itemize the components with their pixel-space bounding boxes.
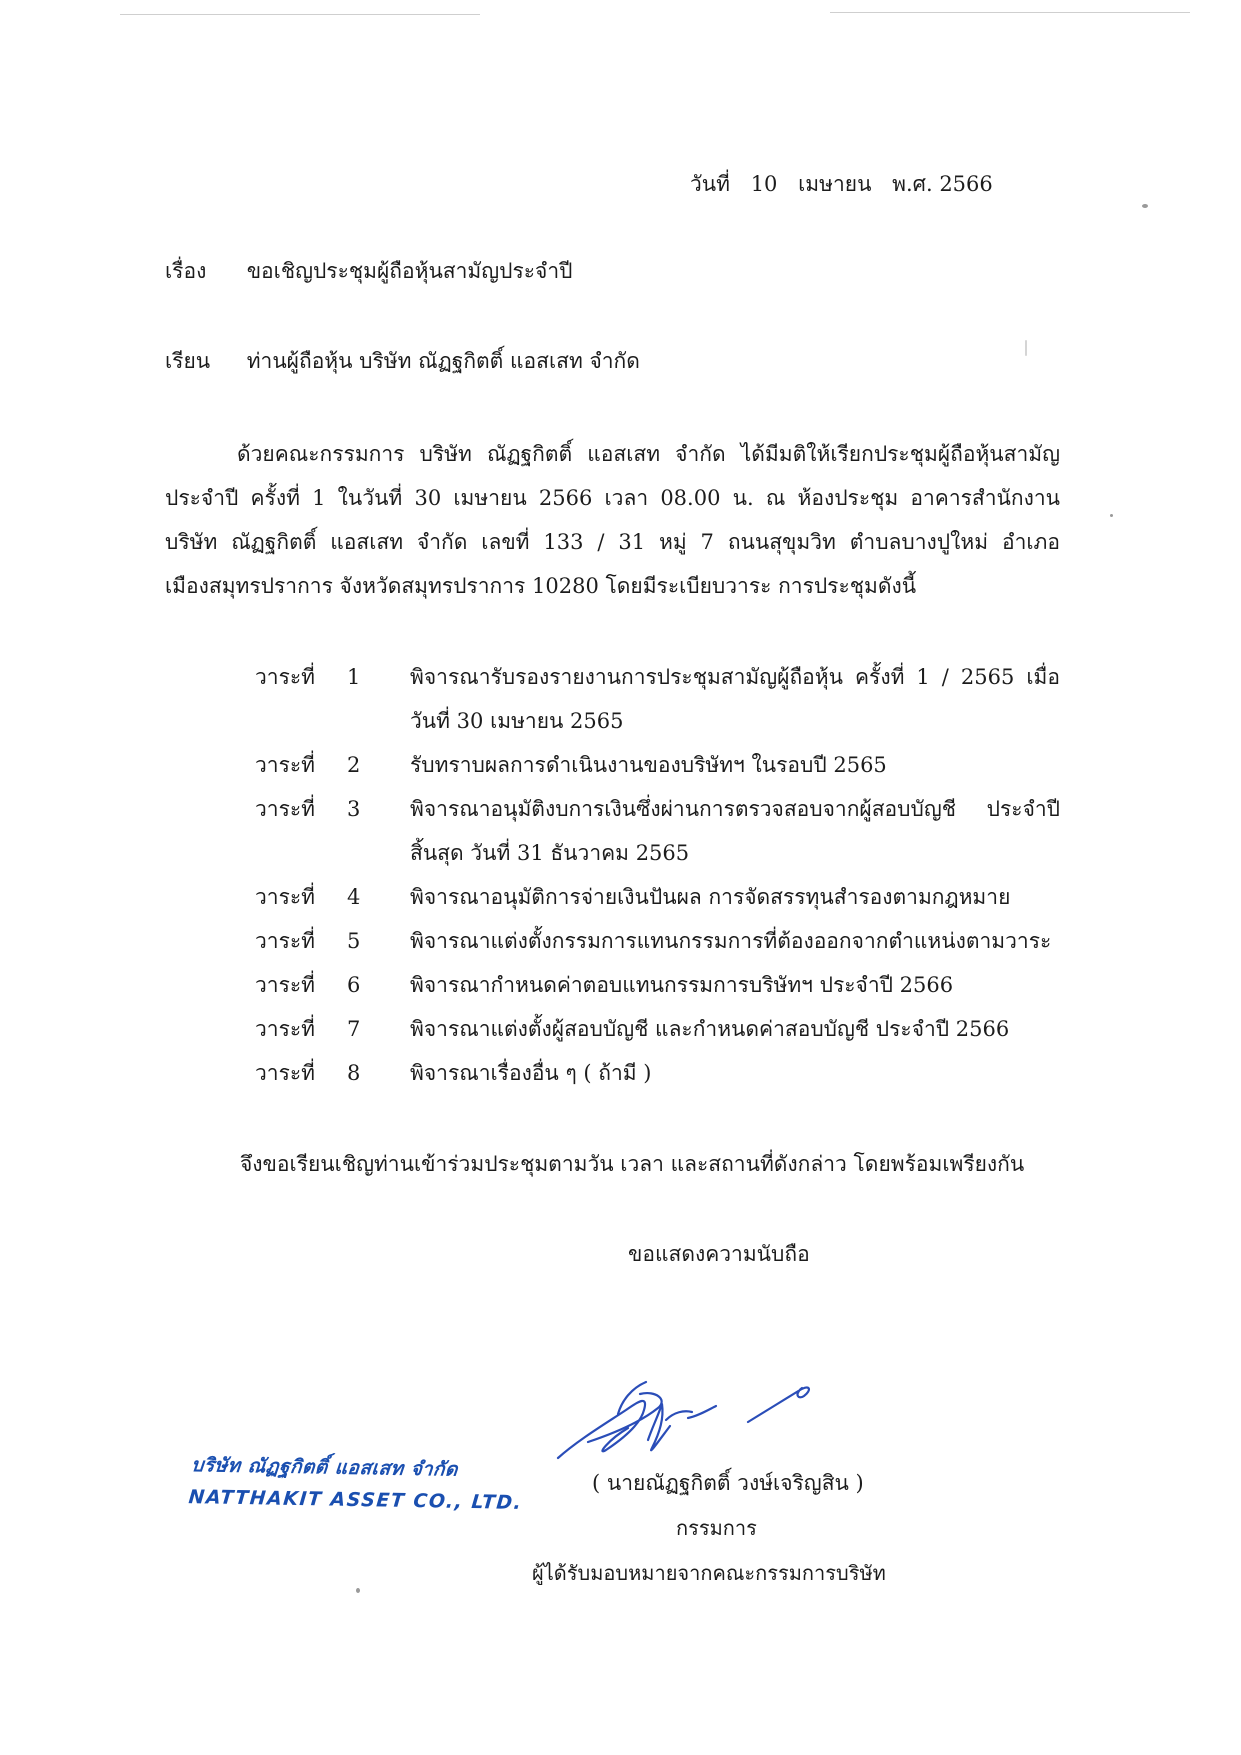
body-line: บริษัท ณัฏฐกิตติ์ แอสเสท จำกัด เลขที่ 133 / 31 หมู่ 7 ถนนสุขุมวิท ตำบลบางปูใหม่ อำเภอ — [165, 530, 1060, 554]
agenda-number: 1 — [347, 665, 361, 689]
agenda-item — [255, 655, 1060, 743]
body-line: ด้วยคณะกรรมการ บริษัท ณัฏฐกิตติ์ แอสเสท จำกัด ได้มีมติให้เรียกประชุมผู้ถือหุ้นสามัญ — [237, 442, 1060, 466]
agenda-item — [255, 1007, 1060, 1051]
body-paragraph — [165, 432, 1060, 608]
agenda-text: พิจารณาอนุมัติงบการเงินซึ่งผ่านการตรวจสอบจากผู้สอบบัญชี ประจำปี — [410, 797, 1060, 821]
company-stamp — [188, 1450, 527, 1514]
scan-speck — [1025, 340, 1027, 356]
date-month: เมษายน — [798, 172, 872, 196]
agenda-text: พิจารณารับรองรายงานการประชุมสามัญผู้ถือหุ้น ครั้งที่ 1 / 2565 เมื่อ — [410, 665, 1060, 689]
recipient-row — [165, 345, 640, 378]
signer-title: กรรมการ — [676, 1516, 757, 1540]
agenda-number: 2 — [347, 753, 361, 777]
scan-edge-line — [120, 14, 480, 15]
agenda-label: วาระที่ — [255, 929, 315, 953]
handwritten-signature — [548, 1370, 838, 1470]
letter-date — [690, 168, 1007, 201]
agenda-text: วันที่ 30 เมษายน 2565 — [410, 709, 624, 733]
scan-speck — [356, 1588, 360, 1593]
agenda-item — [255, 919, 1060, 963]
agenda-number: 3 — [347, 797, 361, 821]
agenda-label: วาระที่ — [255, 753, 315, 777]
agenda-number: 6 — [347, 973, 361, 997]
scan-edge-line — [830, 12, 1190, 13]
agenda-label: วาระที่ — [255, 797, 315, 821]
agenda-item — [255, 787, 1060, 875]
agenda-label: วาระที่ — [255, 973, 315, 997]
date-day-label: วันที่ — [690, 172, 730, 196]
recipient-label: เรียน — [165, 349, 211, 373]
agenda-item — [255, 875, 1060, 919]
body-line: ประจำปี ครั้งที่ 1 ในวันที่ 30 เมษายน 2566 เวลา 08.00 น. ณ ห้องประชุม อาคารสำนักงาน — [165, 486, 1060, 510]
scan-speck — [1142, 204, 1148, 208]
subject-row — [165, 255, 572, 288]
agenda-number: 5 — [347, 929, 361, 953]
agenda-list — [255, 655, 1060, 1095]
date-year: พ.ศ. 2566 — [892, 172, 993, 196]
agenda-text: รับทราบผลการดำเนินงานของบริษัทฯ ในรอบปี 2565 — [410, 753, 887, 777]
company-stamp-english: NATTHAKIT ASSET CO., LTD. — [187, 1486, 524, 1514]
company-stamp-thai: บริษัท ณัฏฐกิตติ์ แอสเสท จำกัด — [190, 1454, 459, 1481]
scan-speck — [1110, 514, 1113, 517]
agenda-item — [255, 1051, 1060, 1095]
agenda-label: วาระที่ — [255, 1061, 315, 1085]
agenda-item — [255, 963, 1060, 1007]
agenda-label: วาระที่ — [255, 1017, 315, 1041]
agenda-text: สิ้นสุด วันที่ 31 ธันวาคม 2565 — [410, 841, 690, 865]
agenda-text: พิจารณากำหนดค่าตอบแทนกรรมการบริษัทฯ ประจำปี 2566 — [410, 973, 954, 997]
agenda-text: พิจารณาแต่งตั้งผู้สอบบัญชี และกำหนดค่าสอบบัญชี ประจำปี 2566 — [410, 1017, 1010, 1041]
agenda-number: 8 — [347, 1061, 361, 1085]
agenda-item — [255, 743, 1060, 787]
agenda-label: วาระที่ — [255, 885, 315, 909]
signer-authority: ผู้ได้รับมอบหมายจากคณะกรรมการบริษัท — [532, 1561, 886, 1585]
agenda-label: วาระที่ — [255, 665, 315, 689]
subject-text: ขอเชิญประชุมผู้ถือหุ้นสามัญประจำปี — [246, 259, 573, 283]
agenda-text: พิจารณาอนุมัติการจ่ายเงินปันผล การจัดสรรทุนสำรองตามกฎหมาย — [410, 885, 1011, 909]
subject-label: เรื่อง — [165, 259, 207, 283]
recipient-text: ท่านผู้ถือหุ้น บริษัท ณัฏฐกิตติ์ แอสเสท จำกัด — [246, 349, 640, 373]
regards-text: ขอแสดงความนับถือ — [628, 1242, 810, 1266]
agenda-number: 7 — [347, 1017, 361, 1041]
body-line: เมืองสมุทรปราการ จังหวัดสมุทรปราการ 10280 โดยมีระเบียบวาระ การประชุมดังนี้ — [165, 574, 917, 598]
agenda-text: พิจารณาเรื่องอื่น ๆ ( ถ้ามี ) — [410, 1061, 652, 1085]
agenda-number: 4 — [347, 885, 361, 909]
closing-sentence: จึงขอเรียนเชิญท่านเข้าร่วมประชุมตามวัน เวลา และสถานที่ดังกล่าว โดยพร้อมเพรียงกัน — [240, 1152, 1025, 1176]
agenda-text: พิจารณาแต่งตั้งกรรมการแทนกรรมการที่ต้องออกจากตำแหน่งตามวาระ — [410, 929, 1052, 953]
signer-name: ( นายณัฏฐกิตติ์ วงษ์เจริญสิน ) — [592, 1471, 864, 1495]
date-day: 10 — [750, 172, 778, 196]
